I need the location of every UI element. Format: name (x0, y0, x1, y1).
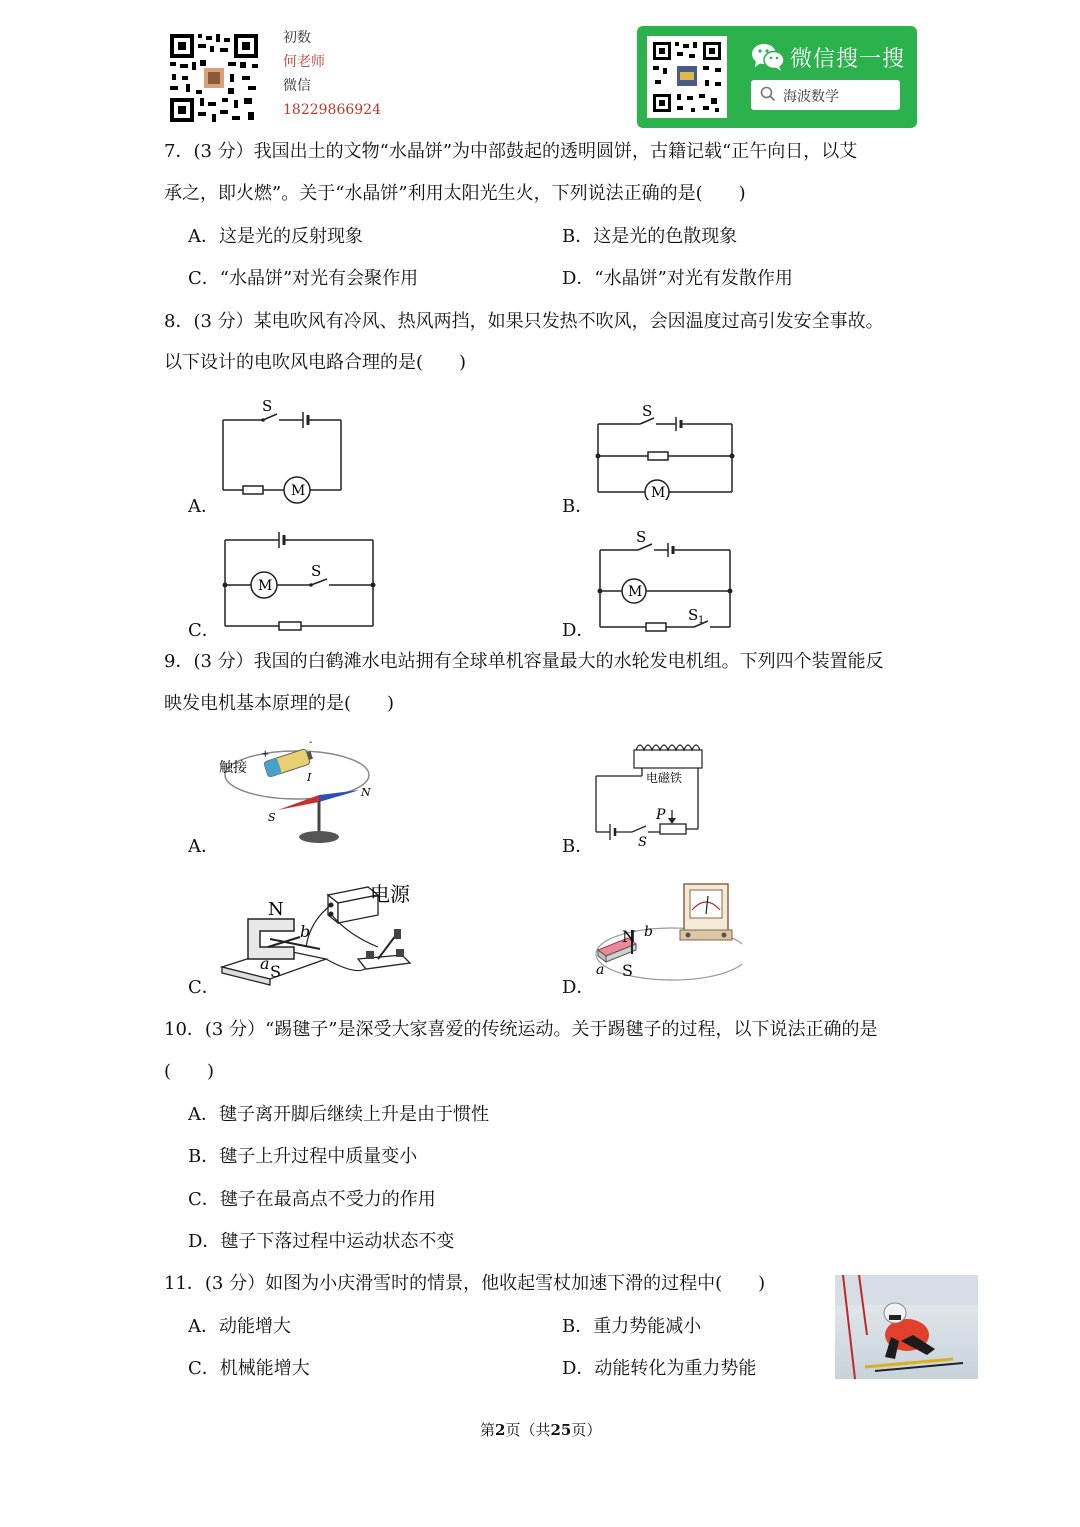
q9-stem-line1: 9．(3 分）我国的白鹤滩水电站拥有全球单机容量最大的水轮发电机组。下列四个装置能反 (164, 651, 884, 672)
q9-d-s: S (622, 961, 633, 980)
q11-stem-line1: 11．(3 分）如图为小庆滑雪时的情景，他收起雪杖加速下滑的过程中( ) (164, 1273, 766, 1294)
q9-d-b: b (644, 924, 653, 940)
q8-d-switch-symbol: S (636, 528, 647, 546)
q9-figure-d (592, 880, 742, 988)
footer-suffix: 页） (571, 1421, 602, 1439)
q7-option-c: C．“水晶饼”对光有会聚作用 (188, 268, 419, 289)
q11-option-a: A．动能增大 (188, 1316, 291, 1337)
footer-page-number: 2 (495, 1421, 506, 1439)
q9-figure-c-label: C． (188, 977, 220, 998)
q9-a-current: I (307, 771, 312, 784)
q10-stem-line1: 10．(3 分）“踢毽子”是深受大家喜爱的传统运动。关于踢毽子的过程，以下说法正确的是 (164, 1019, 878, 1040)
qr-code-left (168, 32, 260, 124)
footer-middle: 页（共 (505, 1421, 551, 1439)
q9-c-b: b (300, 922, 311, 941)
q8-figure-a-label: A． (188, 496, 219, 517)
q10-option-d: D．毽子下落过程中运动状态不变 (188, 1231, 455, 1252)
q8-circuit-d (590, 525, 740, 635)
q9-c-a: a (260, 954, 270, 973)
q9-figure-a-label: A． (188, 836, 219, 857)
wechat-search-banner (637, 26, 917, 128)
contact-line-phone: 18229866924 (283, 102, 381, 118)
q9-c-s: S (270, 962, 281, 981)
q10-stem-line2: ( ) (164, 1061, 215, 1082)
q10-option-a: A．毽子离开脚后继续上升是由于惯性 (188, 1104, 489, 1125)
q8-figure-d-label: D． (562, 620, 595, 641)
q8-b-motor-symbol: M (651, 485, 666, 500)
q8-figure-b-label: B． (562, 496, 594, 517)
wechat-logo-icon (751, 42, 785, 72)
page-footer (480, 1419, 601, 1440)
q8-d-motor-symbol: M (628, 584, 643, 600)
q9-b-electromagnet: 电磁铁 (646, 771, 683, 785)
q9-a-north: N (361, 786, 371, 799)
q9-c-n: N (268, 899, 284, 920)
footer-prefix: 第 (480, 1421, 496, 1439)
q9-a-touch: 触接 (219, 760, 247, 776)
contact-block (283, 26, 403, 122)
q9-d-a: a (596, 962, 605, 978)
q9-figure-c (218, 877, 418, 989)
q10-option-c: C．毽子在最高点不受力的作用 (188, 1189, 436, 1210)
contact-line-teacher: 何老师 (283, 54, 325, 70)
q9-b-s: S (638, 835, 647, 848)
q7-option-a: A．这是光的反射现象 (188, 226, 363, 247)
q7-stem-line2: 承之，即火燃”。关于“水晶饼”利用太阳光生火，下列说法正确的是( ) (164, 183, 746, 204)
q8-a-motor-symbol: M (291, 483, 306, 499)
q8-circuit-b (590, 400, 740, 500)
q9-figure-b-label: B． (562, 836, 594, 857)
q9-a-minus: - (309, 737, 313, 748)
q9-figure-a (215, 735, 375, 847)
q8-figure-c-label: C． (188, 620, 220, 641)
contact-line-subject: 初数 (283, 30, 311, 46)
q9-b-p: P (656, 807, 666, 823)
q10-option-b: B．毽子上升过程中质量变小 (188, 1146, 418, 1167)
q9-a-plus: + (261, 749, 270, 760)
search-icon (760, 86, 776, 102)
q9-figure-b (592, 740, 712, 848)
q7-option-b: B．这是光的色散现象 (562, 226, 738, 247)
q11-skier-photo (835, 1275, 978, 1379)
qr-code-right (647, 36, 727, 118)
q8-circuit-c (215, 528, 385, 634)
q8-circuit-a (215, 395, 350, 507)
q8-b-switch-symbol: S (642, 402, 653, 420)
q9-c-power: 电源 (370, 882, 410, 906)
wechat-search-box[interactable] (751, 80, 900, 110)
contact-line-wechat: 微信 (283, 78, 311, 94)
q7-stem-line1: 7．(3 分）我国出土的文物“水晶饼”为中部鼓起的透明圆饼，古籍记载“正午向日，以艾 (164, 141, 858, 162)
q9-stem-line2: 映发电机基本原理的是( ) (164, 693, 395, 714)
footer-total-pages: 25 (550, 1421, 572, 1439)
q9-a-south: S (268, 811, 276, 824)
q8-c-motor-symbol: M (258, 578, 273, 594)
q8-d-switch1-symbol: S (688, 606, 699, 624)
q8-stem-line1: 8．(3 分）某电吹风有冷风、热风两挡，如果只发热不吹风，会因温度过高引发安全事故。 (164, 311, 884, 332)
q9-d-n: N (622, 927, 636, 946)
q7-option-d: D．“水晶饼”对光有发散作用 (562, 268, 793, 289)
q8-a-switch-symbol: S (262, 397, 273, 415)
q11-option-b: B．重力势能减小 (562, 1316, 702, 1337)
q9-figure-d-label: D． (562, 977, 595, 998)
q8-c-switch-symbol: S (311, 562, 322, 580)
q11-option-c: C．机械能增大 (188, 1358, 310, 1379)
q8-stem-line2: 以下设计的电吹风电路合理的是( ) (164, 352, 467, 373)
wechat-search-title: 微信搜一搜 (790, 47, 906, 72)
wechat-search-text: 海波数学 (783, 89, 839, 105)
q11-option-d: D．动能转化为重力势能 (562, 1358, 757, 1379)
q8-d-switch1-subscript: 1 (698, 615, 705, 626)
